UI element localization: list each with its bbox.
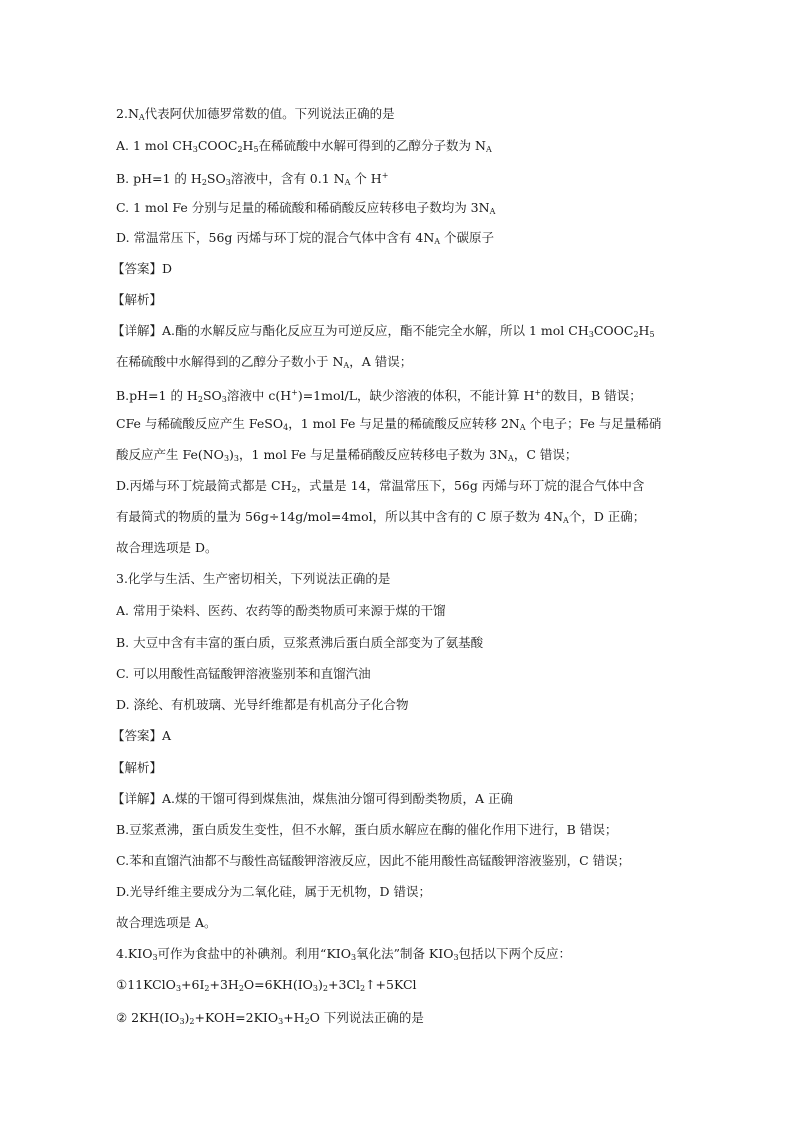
q2-option-c: C. 1 mol Fe 分别与足量的稀硫酸和稀硝酸反应转移电子数均为 $3N_A$	[116, 200, 496, 216]
q2-detail-line-7: 有最简式的物质的量为 56g÷14g/mol=4mol，所以其中含有的 C 原子数为 $4N_A$个，D 正确；	[116, 509, 646, 525]
q3-option-d: D. 涤纶、有机玻璃、光导纤维都是有机高分子化合物	[116, 697, 409, 712]
q3-analysis-heading: 【解析】	[112, 760, 163, 775]
q3-stem: 3.化学与生活、生产密切相关，下列说法正确的是	[116, 571, 391, 586]
q3-conclusion: 故合理选项是 A。	[116, 915, 217, 930]
q2-detail-line-1: 【详解】A.酯的水解反应与酯化反应互为可逆反应，酯不能完全水解，所以 1 mol $CH_3COOC_2H_5$	[112, 323, 655, 339]
q2-detail-line-6: D.丙烯与环丁烷最简式都是 $CH_2$，式量是 14，常温常压下，56g 丙烯与环丁烷的混合气体中含	[116, 478, 645, 494]
q2-detail-line-5: 酸反应产生 $Fe(NO_3)_3$，1 mol Fe 与足量稀硝酸反应转移电子数为 $3N_A$，C 错误；	[116, 447, 578, 463]
q2-answer: 【答案】D	[112, 261, 173, 276]
q3-option-a: A. 常用于染料、医药、农药等的酚类物质可来源于煤的干馏	[116, 603, 446, 618]
q2-detail-line-3: B.pH=1 的 $H_2SO_3$溶液中 c(H+)=1mol/L，缺少溶液的体积，不能计算 H+的数目，B 错误；	[116, 388, 642, 404]
q3-detail-line-4: D.光导纤维主要成分为二氧化硅，属于无机物，D 错误；	[116, 884, 432, 899]
q2-option-a: A. 1 mol $CH_3COOC_2H_5$在稀硫酸中水解可得到的乙醇分子数为 $N_A$	[116, 138, 492, 154]
q2-option-d: D. 常温常压下，56g 丙烯与环丁烷的混合气体中含有 $4N_A$ 个碳原子	[116, 230, 495, 246]
q3-option-b: B. 大豆中含有丰富的蛋白质，豆浆煮沸后蛋白质全部变为了氨基酸	[116, 635, 484, 650]
q3-option-c: C. 可以用酸性高锰酸钾溶液鉴别苯和直馏汽油	[116, 666, 371, 681]
q2-option-b: B. pH=1 的 $H_2SO_3$溶液中，含有 0.1 $N_A$ 个 H+	[116, 171, 389, 187]
q3-detail-line-1: 【详解】A.煤的干馏可得到煤焦油，煤焦油分馏可得到酚类物质，A 正确	[112, 791, 514, 806]
q4-reaction-1: $①11KClO_3+6I_2+3H_2O=6KH(IO_3)_2+3Cl_2↑+5KCl$	[116, 977, 417, 993]
q3-answer: 【答案】A	[112, 728, 172, 743]
q3-detail-line-3: C.苯和直馏汽油都不与酸性高锰酸钾溶液反应，因此不能用酸性高锰酸钾溶液鉴别，C 错误；	[116, 853, 631, 868]
q3-detail-line-2: B.豆浆煮沸，蛋白质发生变性，但不水解，蛋白质水解应在酶的催化作用下进行，B 错误；	[116, 822, 618, 837]
q2-stem: $2.N_A$代表阿伏加德罗常数的值。下列说法正确的是	[116, 106, 395, 122]
q2-detail-line-4: CFe 与稀硫酸反应产生 FeSO$_4$，1 mol Fe 与足量的稀硫酸反应转移 $2N_A$ 个电子；Fe 与足量稀硝	[116, 416, 662, 432]
q2-detail-line-2: 在稀硫酸中水解得到的乙醇分子数小于 $N_A$，A 错误；	[116, 354, 413, 370]
q4-reaction-2: ② $2KH(IO_3)_2+KOH=2KIO_3+H_2O$ 下列说法正确的是	[116, 1010, 424, 1026]
q2-analysis-heading: 【解析】	[112, 292, 163, 307]
q2-conclusion: 故合理选项是 D。	[116, 540, 218, 555]
q4-stem: $4.KIO_3$可作为食盐中的补碘剂。利用“$KIO_3$氧化法”制备 $KIO_3$包括以下两个反应：	[116, 946, 572, 962]
